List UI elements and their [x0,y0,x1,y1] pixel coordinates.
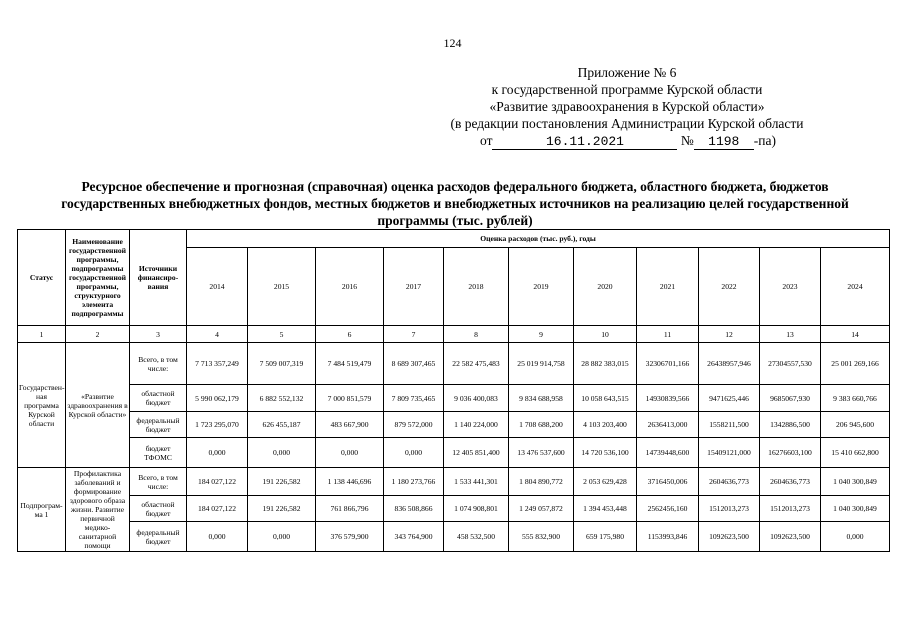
col-number: 4 [187,326,248,343]
value-cell: 0,000 [316,438,384,468]
value-cell: 555 832,900 [509,522,574,552]
value-cell: 5 990 062,179 [187,385,248,412]
value-cell: 9 834 688,958 [509,385,574,412]
year-header: 2015 [248,248,316,326]
value-cell: 26438957,946 [699,343,760,385]
value-cell: 343 764,900 [384,522,444,552]
col-number: 5 [248,326,316,343]
appendix-date-line [392,132,862,150]
value-cell: 8 689 307,465 [384,343,444,385]
col-number: 2 [66,326,130,343]
source-cell: областной бюджет [130,496,187,522]
year-header: 2023 [760,248,821,326]
value-cell: 9685067,930 [760,385,821,412]
appendix-line-2: «Развитие здравоохранения в Курской области» [489,99,765,114]
value-cell: 191 226,582 [248,468,316,496]
value-cell: 1 249 057,872 [509,496,574,522]
value-cell: 1512013,273 [699,496,760,522]
value-cell: 1 804 890,772 [509,468,574,496]
program-status: Государствен-ная программа Курской области [18,343,66,468]
source-cell: бюджет ТФОМС [130,438,187,468]
value-cell: 761 866,796 [316,496,384,522]
value-cell: 376 579,900 [316,522,384,552]
main-title: Ресурсное обеспечение и прогнозная (справочная) оценка расходов федерального бюджета, областного бюджета, бюджетов государственных внебюджетных фондов, местных бюджетов и внебюджетных источников на реализацию целей государственной программы (тыс. рублей) [61,179,849,228]
value-cell: 28 882 383,015 [574,343,637,385]
value-cell: 1 708 688,200 [509,412,574,438]
col-number: 7 [384,326,444,343]
value-cell: 2604636,773 [699,468,760,496]
table-row [18,343,890,385]
value-cell: 15 410 662,800 [821,438,890,468]
value-cell: 1 040 300,849 [821,496,890,522]
value-cell: 191 226,582 [248,496,316,522]
value-cell: 2604636,773 [760,468,821,496]
value-cell: 1 138 446,696 [316,468,384,496]
value-cell: 1 533 441,301 [444,468,509,496]
value-cell: 0,000 [384,438,444,468]
value-cell: 1342886,500 [760,412,821,438]
value-cell: 0,000 [248,522,316,552]
year-header: 2014 [187,248,248,326]
subprogram-status: Подпрограм-ма 1 [18,468,66,552]
value-cell: 13 476 537,600 [509,438,574,468]
header-estimate: Оценка расходов (тыс. руб.), годы [187,230,890,248]
value-cell: 4 103 203,400 [574,412,637,438]
value-cell: 626 455,187 [248,412,316,438]
col-number: 6 [316,326,384,343]
table-row [18,468,890,496]
value-cell: 2 053 629,428 [574,468,637,496]
col-number: 3 [130,326,187,343]
value-cell: 15409121,000 [699,438,760,468]
number-label: № [680,133,694,148]
col-number: 14 [821,326,890,343]
value-cell: 22 582 475,483 [444,343,509,385]
value-cell: 14 720 536,100 [574,438,637,468]
program-name: «Развитие здравоохранения в Курской области» [66,343,130,468]
table-row [18,496,890,522]
value-cell: 3716450,006 [637,468,699,496]
value-cell: 0,000 [821,522,890,552]
col-number: 13 [760,326,821,343]
value-cell: 2636413,000 [637,412,699,438]
year-header: 2016 [316,248,384,326]
year-header: 2018 [444,248,509,326]
year-header: 2024 [821,248,890,326]
year-header: 2022 [699,248,760,326]
col-number: 12 [699,326,760,343]
year-header: 2017 [384,248,444,326]
table-row [18,438,890,468]
header-name: Наименование государственной программы, подпрограммы государственной программы, структурного элемента подпрограммы [66,230,130,326]
value-cell: 9471625,446 [699,385,760,412]
appendix-line-3: (в редакции постановления Администрации Курской области [450,116,804,131]
value-cell: 32306701,166 [637,343,699,385]
value-cell: 10 058 643,515 [574,385,637,412]
value-cell: 458 532,500 [444,522,509,552]
budget-table [17,229,890,552]
from-label: от [480,133,493,148]
value-cell: 25 019 914,758 [509,343,574,385]
value-cell: 6 882 552,132 [248,385,316,412]
col-number: 11 [637,326,699,343]
value-cell: 1 394 453,448 [574,496,637,522]
source-cell: Всего, в том числе: [130,468,187,496]
value-cell: 1 140 224,000 [444,412,509,438]
value-cell: 184 027,122 [187,496,248,522]
number-suffix: -па) [753,133,776,148]
value-cell: 14739448,600 [637,438,699,468]
col-number: 1 [18,326,66,343]
value-cell: 1558211,500 [699,412,760,438]
value-cell: 9 383 660,766 [821,385,890,412]
header-source: Источники финансиро-вания [130,230,187,326]
value-cell: 7 713 357,249 [187,343,248,385]
value-cell: 184 027,122 [187,468,248,496]
value-cell: 1153993,846 [637,522,699,552]
page-number: 124 [443,36,462,50]
value-cell: 2562456,160 [637,496,699,522]
appendix-line-1: к государственной программе Курской области [491,82,763,97]
table-row [18,412,890,438]
year-header: 2021 [637,248,699,326]
value-cell: 1 074 908,801 [444,496,509,522]
source-cell: федеральный бюджет [130,522,187,552]
value-cell: 1 040 300,849 [821,468,890,496]
column-number-row [18,326,890,343]
year-header: 2020 [574,248,637,326]
col-number: 9 [509,326,574,343]
value-cell: 7 509 007,319 [248,343,316,385]
value-cell: 879 572,000 [384,412,444,438]
value-cell: 1 723 295,070 [187,412,248,438]
table-header-row-1 [18,230,890,248]
source-cell: Всего, в том числе: [130,343,187,385]
col-number: 10 [574,326,637,343]
col-number: 8 [444,326,509,343]
value-cell: 9 036 400,083 [444,385,509,412]
header-status: Статус [18,230,66,326]
value-cell: 0,000 [187,522,248,552]
value-cell: 7 809 735,465 [384,385,444,412]
appendix-header [392,64,862,150]
value-cell: 659 175,980 [574,522,637,552]
table-row [18,385,890,412]
value-cell: 0,000 [187,438,248,468]
source-cell: федеральный бюджет [130,412,187,438]
subprogram-name: Профилактика заболеваний и формирование здорового образа жизни. Развитие первичной медико-санитарной помощи [66,468,130,552]
value-cell: 836 508,866 [384,496,444,522]
year-header: 2019 [509,248,574,326]
value-cell: 27304557,530 [760,343,821,385]
value-cell: 483 667,900 [316,412,384,438]
appendix-title: Приложение № 6 [577,65,677,80]
value-cell: 1092623,500 [760,522,821,552]
value-cell: 25 001 269,166 [821,343,890,385]
value-cell: 16276603,100 [760,438,821,468]
value-cell: 1092623,500 [699,522,760,552]
value-cell: 14930839,566 [637,385,699,412]
decree-date: 16.11.2021 [492,134,677,150]
value-cell: 206 945,600 [821,412,890,438]
value-cell: 7 484 519,479 [316,343,384,385]
value-cell: 7 000 851,579 [316,385,384,412]
decree-number: 1198 [694,134,754,150]
value-cell: 1512013,273 [760,496,821,522]
value-cell: 0,000 [248,438,316,468]
value-cell: 1 180 273,766 [384,468,444,496]
table-row [18,522,890,552]
value-cell: 12 405 851,400 [444,438,509,468]
source-cell: областной бюджет [130,385,187,412]
